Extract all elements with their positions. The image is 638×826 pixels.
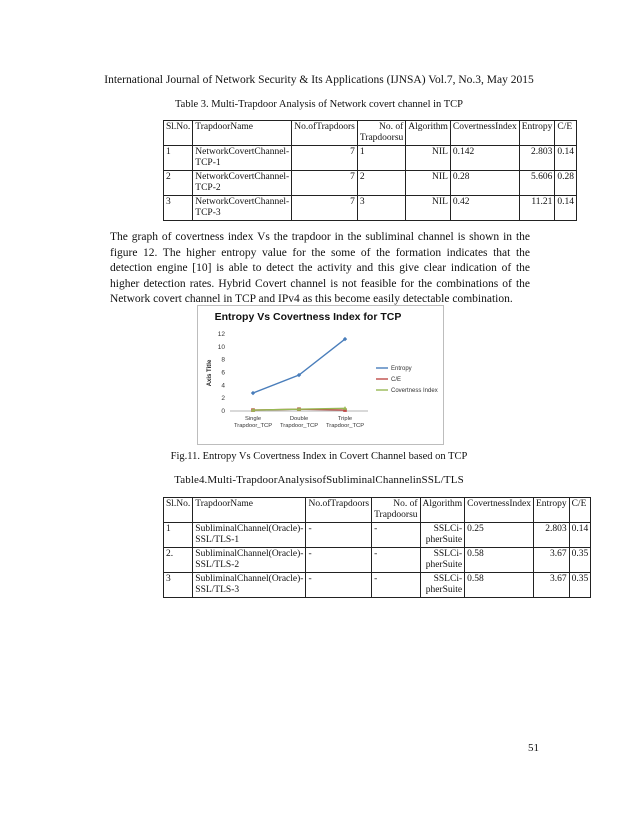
column-header: No. of Trapdoorsu: [357, 121, 405, 146]
table-cell: 0.25: [465, 523, 534, 548]
table-cell: 1: [357, 146, 405, 171]
y-tick-label: 4: [221, 382, 225, 390]
table-cell: 7: [292, 196, 358, 221]
column-header: Algorithm: [420, 498, 465, 523]
column-header: TrapdoorName: [193, 121, 292, 146]
table-cell: 0.14: [569, 523, 591, 548]
table-cell: 1: [164, 523, 193, 548]
body-paragraph: The graph of covertness index Vs the trapdoor in the subliminal channel is shown in the figure 12. The higher entropy value for the some of the formation indicates that the detection engine [10] is able to detect the activity and this give clear indication of the higher detection rates. Hybrid Covert channel is not feasible for the combinations of the Network covert channel in TCP and IPv4 as this become easily detectable combination.: [110, 231, 530, 306]
table-cell: 0.58: [465, 548, 534, 573]
table-cell: 7: [292, 146, 358, 171]
table-cell: NetworkCovertChannel-TCP-1: [193, 146, 292, 171]
y-tick-label: 2: [221, 395, 225, 403]
table-cell: -: [372, 573, 420, 598]
page-number: 51: [528, 742, 539, 754]
table-cell: SSLCi-pherSuite: [420, 523, 465, 548]
chart-y-axis-title: Axis Title: [207, 359, 213, 387]
table-cell: 0.14: [555, 146, 577, 171]
series-line-0: [253, 339, 345, 393]
figure-11-chart: [197, 305, 444, 445]
table-cell: SubliminalChannel(Oracle)-SSL/TLS-3: [193, 573, 306, 598]
table-cell: 0.142: [450, 146, 519, 171]
table-row: [164, 523, 591, 548]
x-tick-label: Double Trapdoor_TCP: [279, 416, 319, 429]
table-cell: 2.803: [519, 146, 555, 171]
x-tick-label: Single Trapdoor_TCP: [233, 416, 273, 429]
legend-label: C/E: [391, 377, 402, 384]
column-header: No.ofTrapdoors: [292, 121, 358, 146]
table-cell: NIL: [406, 146, 451, 171]
table4-caption: Table4.Multi-TrapdoorAnalysisofSubliminalChannelinSSL/TLS: [174, 474, 464, 486]
y-tick-label: 6: [221, 369, 225, 377]
table-cell: 2.: [164, 548, 193, 573]
table-cell: 2: [357, 171, 405, 196]
table-cell: 2.803: [533, 523, 569, 548]
table-cell: -: [372, 523, 420, 548]
y-tick-label: 0: [221, 408, 225, 415]
column-header: C/E: [555, 121, 577, 146]
chart-svg: [198, 306, 443, 444]
table-cell: SSLCi-pherSuite: [420, 548, 465, 573]
data-point: [251, 391, 255, 395]
table-cell: 3.67: [533, 548, 569, 573]
table-cell: 7: [292, 171, 358, 196]
table-cell: 11.21: [519, 196, 555, 221]
table-cell: -: [372, 548, 420, 573]
column-header: C/E: [569, 498, 591, 523]
table-row: [164, 573, 591, 598]
column-header: CovertnessIndex: [465, 498, 534, 523]
table-row: [164, 171, 577, 196]
journal-header: International Journal of Network Security & Its Applications (IJNSA) Vol.7, No.3, May 2015: [104, 74, 534, 86]
column-header: No. of Trapdoorsu: [372, 498, 420, 523]
table-cell: NetworkCovertChannel-TCP-3: [193, 196, 292, 221]
table-cell: SubliminalChannel(Oracle)-SSL/TLS-2: [193, 548, 306, 573]
y-tick-label: 10: [217, 343, 225, 351]
table3-caption: Table 3. Multi-Trapdoor Analysis of Network covert channel in TCP: [175, 99, 463, 110]
table-cell: 3.67: [533, 573, 569, 598]
table-cell: NIL: [406, 196, 451, 221]
table-cell: SubliminalChannel(Oracle)-SSL/TLS-1: [193, 523, 306, 548]
table-row: [164, 146, 577, 171]
figure-11-caption: Fig.11. Entropy Vs Covertness Index in Covert Channel based on TCP: [170, 451, 468, 462]
table-cell: 2: [164, 171, 193, 196]
column-header: TrapdoorName: [193, 498, 306, 523]
chart-title: Entropy Vs Covertness Index for TCP: [214, 311, 402, 323]
table-header-row: [164, 121, 577, 146]
column-header: Algorithm: [406, 121, 451, 146]
x-tick-label: Triple Trapdoor_TCP: [325, 416, 365, 429]
legend-label: Entropy: [391, 366, 412, 373]
table-row: [164, 196, 577, 221]
column-header: Sl.No.: [164, 498, 193, 523]
table-cell: 3: [164, 196, 193, 221]
legend-label: Covertness Index: [391, 388, 438, 395]
column-header: No.ofTrapdoors: [306, 498, 372, 523]
table-cell: 0.28: [555, 171, 577, 196]
table-cell: 3: [357, 196, 405, 221]
table-cell: NetworkCovertChannel-TCP-2: [193, 171, 292, 196]
column-header: Entropy: [519, 121, 555, 146]
table-cell: 0.14: [555, 196, 577, 221]
table-cell: NIL: [406, 171, 451, 196]
y-tick-label: 8: [221, 356, 225, 364]
table-cell: 0.58: [465, 573, 534, 598]
table-cell: 3: [164, 573, 193, 598]
table-row: [164, 548, 591, 573]
table-header-row: [164, 498, 591, 523]
table-cell: 0.35: [569, 573, 591, 598]
column-header: Entropy: [533, 498, 569, 523]
table-cell: 1: [164, 146, 193, 171]
table-cell: 5.606: [519, 171, 555, 196]
table-cell: -: [306, 548, 372, 573]
column-header: Sl.No.: [164, 121, 193, 146]
table-cell: SSLCi-pherSuite: [420, 573, 465, 598]
column-header: CovertnessIndex: [450, 121, 519, 146]
table-cell: -: [306, 573, 372, 598]
table-cell: 0.42: [450, 196, 519, 221]
table-cell: -: [306, 523, 372, 548]
table-cell: 0.28: [450, 171, 519, 196]
y-tick-label: 12: [217, 331, 225, 338]
table4: [163, 497, 591, 598]
table3: [163, 120, 577, 221]
table-cell: 0.35: [569, 548, 591, 573]
